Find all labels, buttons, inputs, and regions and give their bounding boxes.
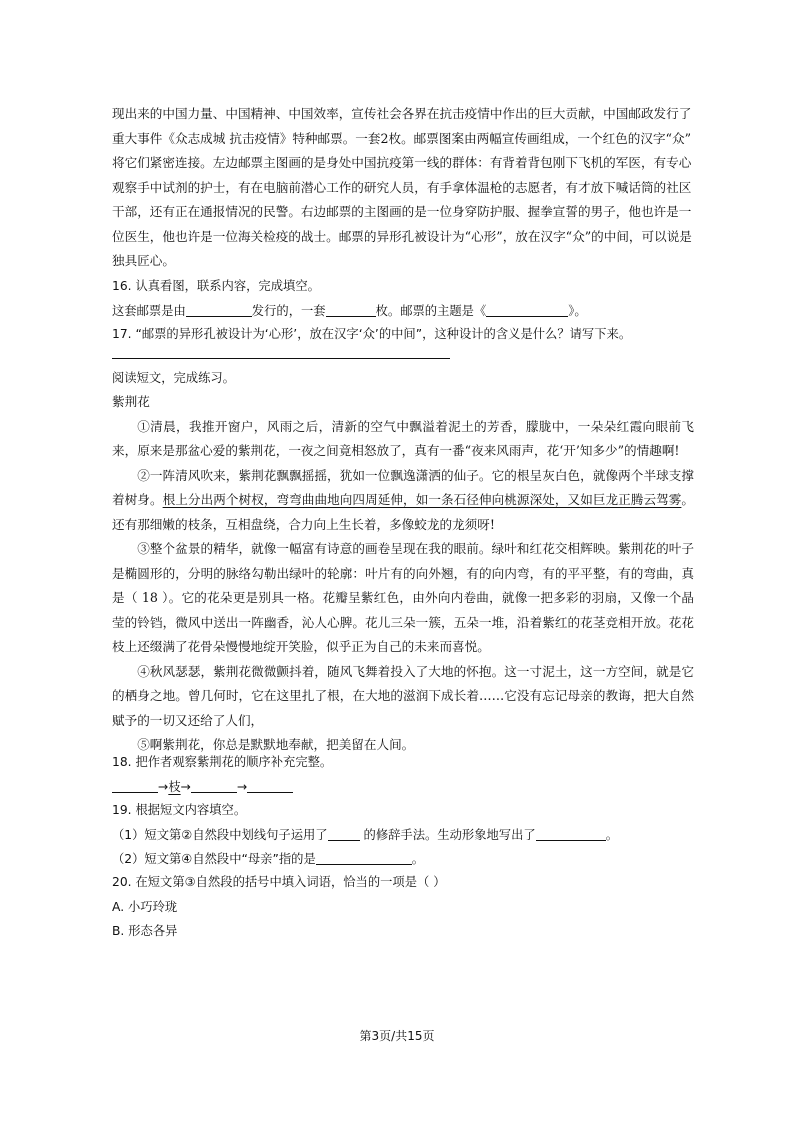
blank-description[interactable]	[536, 826, 606, 841]
underlined-sentence: 根上分出两个树杈，弯弯曲曲地向四周延伸，如一条石径伸向桃源深处，又如巨龙正腾云驾雾	[162, 492, 682, 507]
arrow: →	[158, 779, 169, 794]
reading-instruction	[112, 366, 694, 391]
intro-line: 重大事件《众志成城 抗击疫情》特种邮票。一套2枚。邮票图案由两幅宣传画组成，一个红色的汉字“众”	[112, 130, 692, 146]
blank-order-4[interactable]	[247, 778, 293, 793]
order-branch: 枝	[168, 779, 181, 794]
question-19-part-1	[112, 823, 694, 848]
q16-text-2: 发行的，一套	[251, 303, 326, 318]
passage-paragraph-2	[112, 464, 694, 538]
question-18	[112, 750, 694, 799]
option-a[interactable]: A. 小巧玲珑	[112, 899, 178, 914]
blank-rhetoric[interactable]	[328, 826, 360, 841]
question-18-prompt: 18. 把作者观察紫荆花的顺序补充完整。	[112, 755, 333, 769]
passage-paragraph-3: ③整个盆景的精华，就像一幅富有诗意的画卷呈现在我的眼前。绿叶和红花交相辉映。紫荆花的叶子是椭圆形的，分明的脉络勾勒出绿叶的轮廓：叶片有的向外翘，有的向内弯，有的平平整，有的弯曲，真是（ 18 ）。它的花朵更是别具一格。花瓣呈紫红色，由外向内卷曲，就像一把多彩的羽扇，又像一个晶莹的铃铛，微风中送出一阵幽香，沁人心脾。花儿三朵一簇，五朵一堆，沿着紫红的花茎竞相开放。花花枝上还缀满了花骨朵慢慢地绽开笑脸，似乎正为自己的未来而喜悦。	[112, 541, 694, 654]
intro-line: 干部，还有正在通报情况的民警。右边邮票的主图画的是一位身穿防护服、握拳宣誓的男子，他也许是一	[112, 204, 692, 219]
intro-line: 独具匠心。	[112, 253, 175, 268]
answer-line[interactable]	[112, 357, 450, 359]
arrow: →	[180, 779, 191, 794]
intro-line: 将它们紧密连接。左边邮票主图画的是身处中国抗疫第一线的群体：有背着背包刚下飞机的军医，有专心	[112, 155, 692, 170]
question-16-prompt: 16. 认真看图，联系内容，完成填空。	[112, 279, 320, 293]
intro-line: 现出来的中国力量、中国精神、中国效率，宣传社会各界在抗击疫情中作出的巨大贡献，中国邮政发行了	[112, 106, 692, 121]
blank-count[interactable]	[326, 302, 376, 317]
reading-instruction-text: 阅读短文，完成练习。	[112, 371, 235, 385]
q16-text-3: 枚。邮票的主题是《	[375, 303, 487, 318]
q19-1-text-3: 。	[605, 827, 618, 842]
passage-paragraph-1: ①清晨，我推开窗户，风雨之后，清新的空气中飘溢着泥土的芳香，朦胧中，一朵朵红霞向眼前飞来，原来是那盆心爱的紫荆花，一夜之间竟相怒放了，真有一番“夜来风雨声，花‘开’知多少”的情趣啊!	[112, 418, 694, 458]
question-19-prompt: 19. 根据短文内容填空。	[112, 803, 247, 817]
passage-paragraph-5: ⑤啊紫荆花，你总是默默地奉献，把美留在人间。	[137, 737, 415, 752]
q19-1-text: （1）短文第②自然段中划线句子运用了	[112, 827, 328, 842]
passage-title: 紫荆花	[112, 394, 150, 409]
q16-text-1: 这套邮票是由	[112, 303, 186, 318]
question-16-blanks	[112, 299, 694, 324]
reading-passage	[112, 390, 694, 758]
question-17-prompt: 17. “邮票的异形孔被设计为‘心形’，放在汉字‘众’的中间”，这种设计的含义是什么？请写下来。	[112, 327, 632, 341]
question-18-sequence	[112, 775, 694, 800]
blank-theme[interactable]	[486, 302, 568, 317]
arrow: →	[236, 779, 248, 794]
question-20-prompt: 20. 在短文第③自然段的括号中填入词语，恰当的一项是（ ）	[112, 875, 446, 889]
q16-text-4: 》。	[568, 303, 587, 318]
q19-2-text-2: 。	[411, 852, 425, 866]
page-number: 第3页/共15页	[359, 1029, 435, 1043]
q19-1-text-2: 的修辞手法。生动形象地写出了	[359, 827, 536, 842]
blank-order-1[interactable]	[112, 778, 158, 793]
intro-passage	[112, 102, 694, 274]
blank-mother[interactable]	[316, 850, 412, 865]
intro-line: 观察手中试剂的护士，有在电脑前潜心工作的研究人员，有手拿体温枪的志愿者，有才放下喊话筒的社区	[112, 179, 692, 195]
passage-paragraph-4: ④秋风瑟瑟，紫荆花微微颤抖着，随风飞舞着投入了大地的怀抱。这一寸泥土，这一方空间，就是它的栖身之地。曾几何时，它在这里扎了根，在大地的滋润下成长着……它没有忘记母亲的教诲，把大自然赋予的一切又还给了人们，	[112, 663, 694, 728]
question-19-part-2	[112, 847, 694, 872]
q19-2-text: （2）短文第④自然段中“母亲”指的是	[112, 852, 316, 866]
option-b[interactable]: B. 形态各异	[112, 924, 178, 938]
p2-text: ②一阵清风吹来，紫荆花飘飘摇摇，犹如一位飘逸潇洒的仙子。它的根呈灰白色，就像两个半球支撑着树身。	[112, 467, 694, 507]
blank-issuer[interactable]	[186, 302, 252, 317]
question-20	[112, 870, 694, 944]
p2-text-end: 。还有那细嫩的枝条，互相盘绕，合力向上生长着，多像蛟龙的龙须呀!	[112, 492, 695, 532]
question-16	[112, 274, 694, 323]
question-17	[112, 322, 694, 359]
question-19	[112, 798, 694, 872]
blank-order-3[interactable]	[191, 778, 237, 793]
intro-line: 位医生，他也许是一位海关检疫的战士。邮票的异形孔被设计为“心形”，放在汉字“众”的中间，可以说是	[112, 228, 692, 244]
